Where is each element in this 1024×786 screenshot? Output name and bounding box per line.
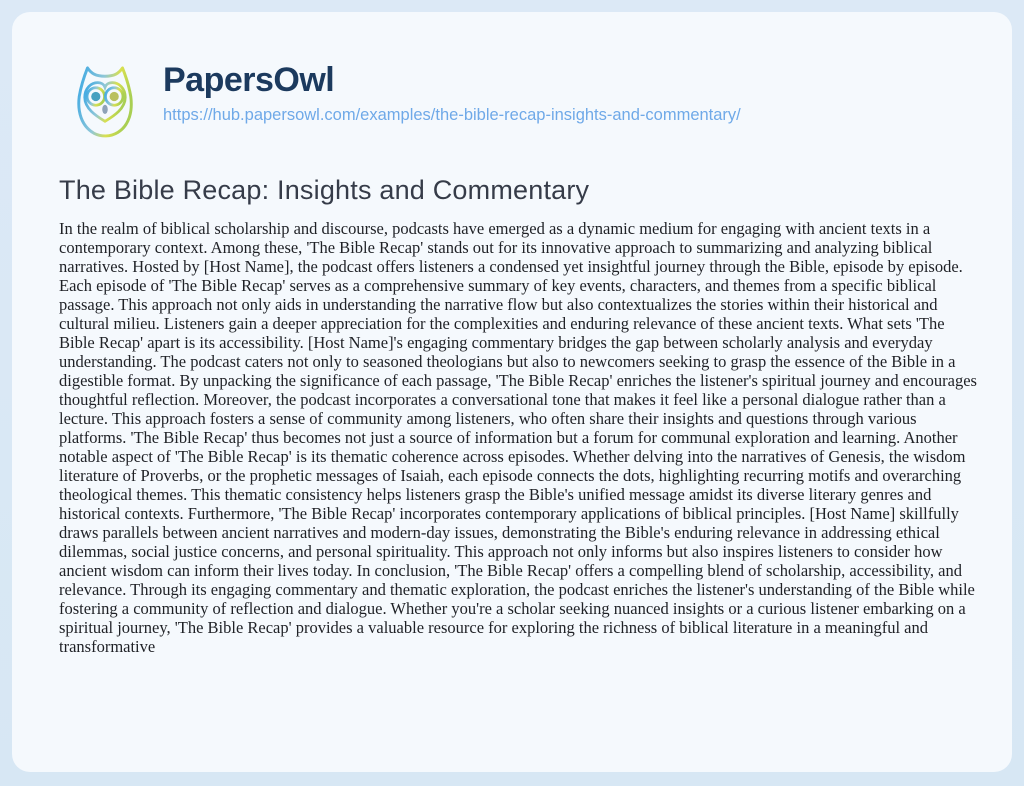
essay-title: The Bible Recap: Insights and Commentary [59,175,590,205]
brand-name: PapersOwl [163,61,335,99]
document-card [12,12,1012,772]
source-url-link[interactable]: https://hub.papersowl.com/examples/the-bible-recap-insights-and-commentary/ [163,106,741,125]
essay-document [59,175,977,656]
site-header [59,56,1012,148]
brand-block [163,56,741,125]
papersowl-owl-logo-icon[interactable] [59,56,151,148]
essay-body: In the realm of biblical scholarship and discourse, podcasts have emerged as a dynamic medium for engaging with ancient texts in a contemporary context. Among these, 'The Bible Recap' stands out for its innovative approach to summarizing and analyzing biblical narratives. Hosted by [Host Name], the podcast offers listeners a condensed yet insightful journey through the Bible, episode by episode. Each episode of 'The Bible Recap' serves as a comprehensive summary of key events, characters, and themes from a specific biblical passage. This approach not only aids in understanding the narrative flow but also contextualizes the stories within their historical and cultural milieu. Listeners gain a deeper appreciation for the complexities and enduring relevance of these ancient texts. What sets 'The Bible Recap' apart is its accessibility. [Host Name]'s engaging commentary bridges the gap between scholarly analysis and everyday understanding. The podcast caters not only to seasoned theologians but also to newcomers seeking to grasp the essence of the Bible in a digestible format. By unpacking the significance of each passage, 'The Bible Recap' enriches the listener's spiritual journey and encourages thoughtful reflection. Moreover, the podcast incorporates a conversational tone that makes it feel like a personal dialogue rather than a lecture. This approach fosters a sense of community among listeners, who often share their insights and questions through various platforms. 'The Bible Recap' thus becomes not just a source of information but a forum for communal exploration and learning. Another notable aspect of 'The Bible Recap' is its thematic coherence across episodes. Whether delving into the narratives of Genesis, the wisdom literature of Proverbs, or the prophetic messages of Isaiah, each episode connects the dots, highlighting recurring motifs and overarching theological themes. This thematic consistency helps listeners grasp the Bible's unified message amidst its diverse literary genres and historical contexts. Furthermore, 'The Bible Recap' incorporates contemporary applications of biblical principles. [Host Name] skillfully draws parallels between ancient narratives and modern-day issues, demonstrating the Bible's enduring relevance in addressing ethical dilemmas, social justice concerns, and personal spirituality. This approach not only informs but also inspires listeners to consider how ancient wisdom can inform their lives today. In conclusion, 'The Bible Recap' offers a compelling blend of scholarship, accessibility, and relevance. Through its engaging commentary and thematic exploration, the podcast enriches the listener's understanding of the Bible while fostering a community of reflection and dialogue. Whether you're a scholar seeking nuanced insights or a curious listener embarking on a spiritual journey, 'The Bible Recap' provides a valuable resource for exploring the richness of biblical literature in a meaningful and transformative [59,219,977,656]
